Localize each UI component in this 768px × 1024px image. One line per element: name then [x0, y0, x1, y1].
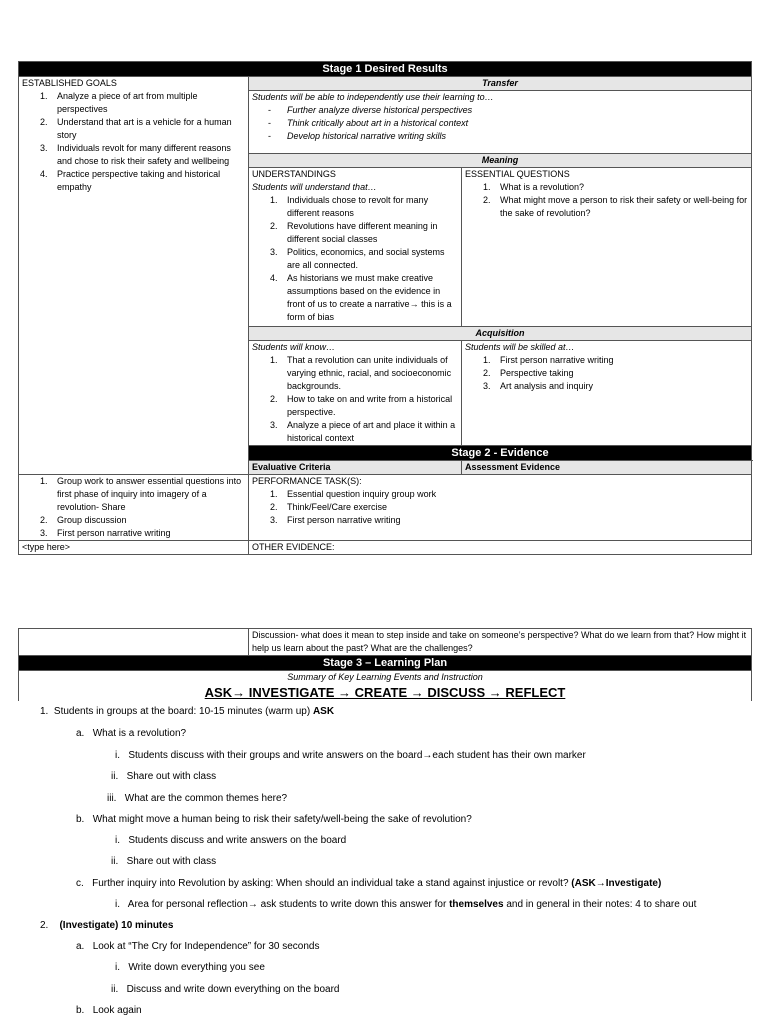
list-item: - Further analyze diverse historical perspectives	[268, 105, 473, 115]
assessment-evidence-heading: Assessment Evidence	[462, 461, 752, 475]
list-item: 3. First person narrative writing	[270, 515, 401, 525]
list-item: 1. Analyze a piece of art from multiple perspectives	[40, 91, 198, 114]
transfer-list	[252, 104, 748, 143]
plan-line: i. Area for personal reflection→ ask students to write down this answer for themselves and in general in their notes: 4 to share out	[115, 899, 697, 910]
list-item: 2. Understand that art is a vehicle for a human story	[40, 117, 232, 140]
transfer-intro: Students will be able to independently use their learning to…	[252, 92, 494, 102]
meaning-heading: Meaning	[249, 154, 752, 168]
plan-line: b. Look again	[76, 1005, 142, 1016]
list-item: 1. First person narrative writing	[483, 355, 614, 365]
plan-line: a. Look at “The Cry for Independence” for 30 seconds	[76, 941, 320, 952]
understandings-list	[252, 194, 458, 324]
performance-tasks-heading: PERFORMANCE TASK(S):	[252, 476, 362, 486]
tasks-list	[252, 488, 748, 527]
criteria-list	[22, 475, 245, 540]
list-item: 1. Group work to answer essential questions into first phase of inquiry into imagery of a revolution- Share	[40, 476, 242, 512]
understandings-intro: Students will understand that…	[252, 182, 377, 192]
plan-line: b. What might move a human being to risk their safety/well-being the sake of revolution?	[76, 814, 472, 825]
list-item: 3. First person narrative writing	[40, 528, 171, 538]
list-item: 2. Perspective taking	[483, 368, 574, 378]
plan-line: c. Further inquiry into Revolution by asking: When should an individual take a stand against injustice or revolt? (ASK→Investigate)	[76, 878, 662, 889]
skilled-list	[465, 354, 748, 393]
students-know-intro: Students will know…	[252, 342, 336, 352]
plan-line: a. What is a revolution?	[76, 728, 187, 739]
transfer-cell	[249, 91, 752, 154]
list-item: 1. What is a revolution?	[483, 182, 585, 192]
list-item: 3. Analyze a piece of art and place it within a historical context	[270, 420, 456, 443]
students-know-cell	[249, 341, 462, 446]
list-item: 3. Art analysis and inquiry	[483, 381, 594, 391]
established-goals-cell	[19, 77, 249, 475]
essential-questions-cell	[462, 168, 752, 327]
stage2-title: Stage 2 - Evidence	[249, 446, 752, 461]
summary-cell	[19, 671, 752, 702]
plan-line: ii. Discuss and write down everything on the board	[111, 984, 340, 995]
other-evidence-label: OTHER EVIDENCE:	[249, 541, 752, 555]
list-item: - Develop historical narrative writing skills	[268, 131, 447, 141]
list-item: 2. How to take on and write from a historical perspective.	[270, 394, 453, 417]
list-item: 3. Individuals revolt for many different reasons and chose to risk their safety and wellbeing	[40, 143, 231, 166]
understandings-heading: UNDERSTANDINGS	[252, 169, 336, 179]
list-item: 2. What might move a person to risk their safety or well-being for the sake of revolution?	[483, 195, 748, 218]
list-item: 1. Individuals chose to revolt for many different reasons	[270, 195, 429, 218]
list-item: - Think critically about art in a historical context	[268, 118, 469, 128]
know-list	[252, 354, 458, 445]
evaluative-criteria-heading: Evaluative Criteria	[249, 461, 462, 475]
established-goals-heading: ESTABLISHED GOALS	[22, 78, 117, 88]
plan-line: ii. Share out with class	[111, 856, 217, 867]
type-here-placeholder[interactable]: <type here>	[19, 541, 249, 555]
list-item: 2. Revolutions have different meaning in different social classes	[270, 221, 438, 244]
plan-line: i. Students discuss with their groups and write answers on the board→each student has their own marker	[115, 750, 586, 761]
students-skilled-cell	[462, 341, 752, 446]
list-item: 2. Group discussion	[40, 515, 127, 525]
understandings-cell	[249, 168, 462, 327]
list-item: 1. That a revolution can unite individuals of varying ethnic, racial, and socioeconomic backgrounds.	[270, 355, 452, 391]
plan-line: iii. What are the common themes here?	[107, 793, 288, 804]
plan-line: 2. (Investigate) 10 minutes	[40, 920, 174, 931]
students-skilled-intro: Students will be skilled at…	[465, 342, 575, 352]
evaluative-criteria-cell	[19, 475, 249, 541]
list-item: 2. Think/Feel/Care exercise	[270, 502, 388, 512]
stage3-table	[18, 628, 752, 701]
goals-list	[22, 90, 245, 194]
list-item: 1. Essential question inquiry group work	[270, 489, 437, 499]
questions-list	[465, 181, 748, 220]
list-item: 4. As historians we must make creative assumptions based on the evidence in front of us to create a narrative→ this is a form of bias	[270, 273, 452, 322]
stage3-title: Stage 3 – Learning Plan	[19, 656, 752, 671]
plan-line: i. Students discuss and write answers on the board	[115, 835, 347, 846]
summary-caption: Summary of Key Learning Events and Instruction	[287, 672, 483, 682]
stage1-title: Stage 1 Desired Results	[19, 62, 752, 77]
performance-tasks-cell	[249, 475, 752, 541]
plan-line: 1. Students in groups at the board: 10-15 minutes (warm up) ASK	[40, 706, 335, 717]
learning-banner: ASK→ INVESTIGATE → CREATE → DISCUSS → REFLECT	[204, 685, 566, 700]
plan-line: i. Write down everything you see	[115, 962, 265, 973]
stage1-2-table	[18, 61, 752, 555]
blank-cell	[19, 629, 249, 656]
essential-questions-heading: ESSENTIAL QUESTIONS	[465, 169, 570, 179]
transfer-heading: Transfer	[249, 77, 752, 91]
list-item: 3. Politics, economics, and social systems are all connected.	[270, 247, 445, 270]
list-item: 4. Practice perspective taking and historical empathy	[40, 169, 221, 192]
acquisition-heading: Acquisition	[249, 327, 752, 341]
discussion-cell: Discussion- what does it mean to step inside and take on someone’s perspective? What do we learn from that? How might it help us learn about the past? What are the challenges?	[249, 629, 752, 656]
plan-line: ii. Share out with class	[111, 771, 217, 782]
